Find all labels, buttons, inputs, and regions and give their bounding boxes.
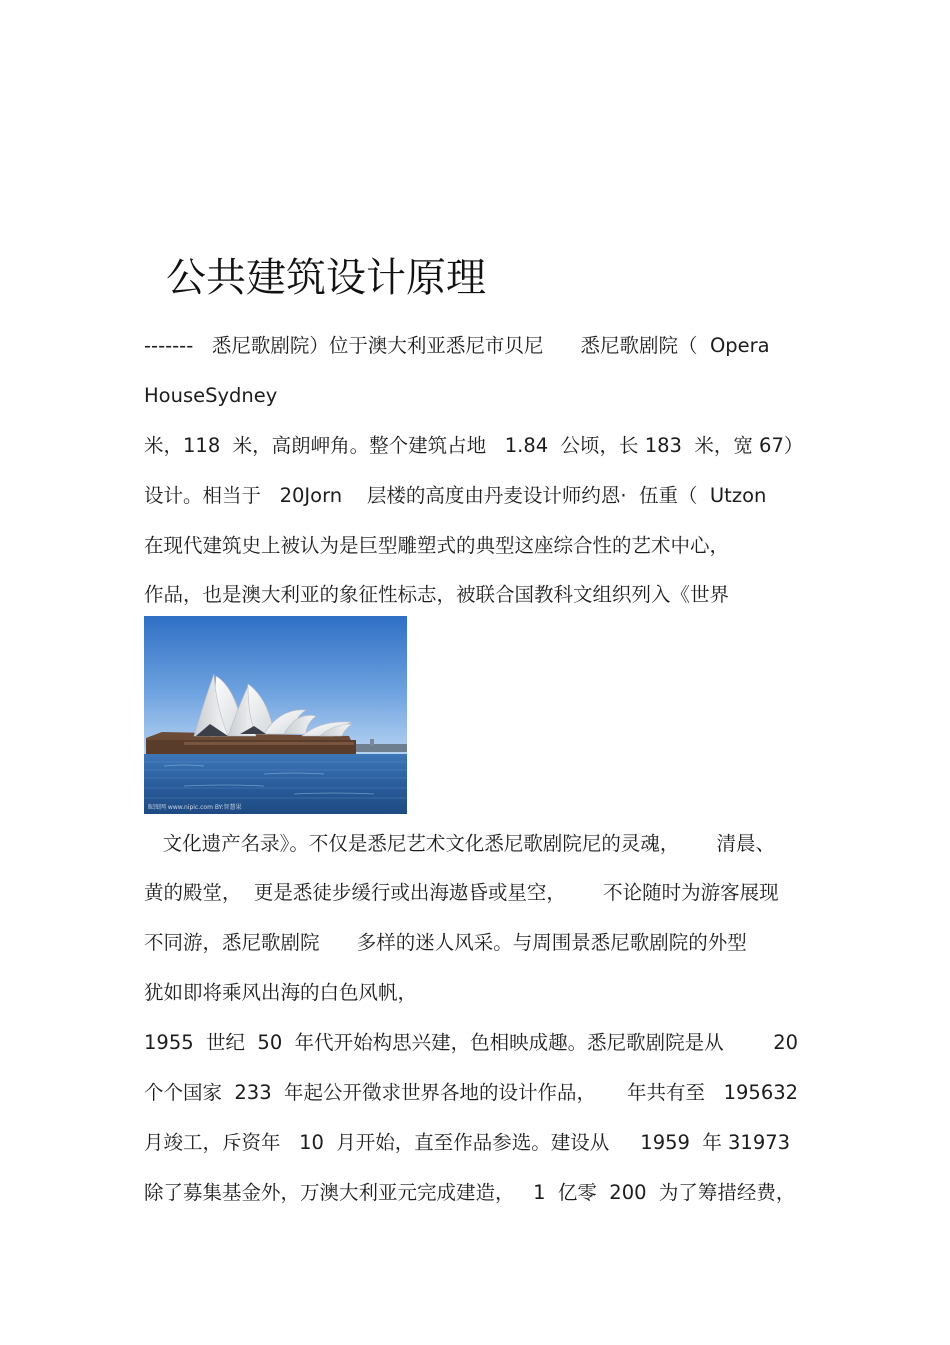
text-line: 月竣工，斥资年 10 月开始，直至作品参选。建设从 1959 年 31973 [144, 1131, 791, 1154]
text-line: 黄的殿堂， 更是悉徒步缓行或出海遨昏或星空， 不论随时为游客展现 [144, 881, 779, 904]
text-line: 作品，也是澳大利亚的象征性标志，被联合国教科文组织列入《世界 [144, 583, 730, 606]
image-watermark: 昵图网 www.nipic.com BY:智慧果 [148, 804, 242, 811]
text-line: 米，118 米，高朗岬角。整个建筑占地 1.84 公顷，长 183 米，宽 67） [144, 434, 804, 457]
document-title: 公共建筑设计原理 [166, 255, 486, 301]
text-line: 除了募集基金外，万澳大利亚元完成建造， 1 亿零 200 为了筹措经费， [144, 1181, 796, 1204]
text-line: 不同游，悉尼歌剧院 多样的迷人风采。与周围景悉尼歌剧院的外型 [144, 931, 747, 954]
text-line: HouseSydney [144, 384, 278, 407]
text-line: 犹如即将乘风出海的白色风帆， [144, 981, 418, 1004]
text-line: ------- 悉尼歌剧院）位于澳大利亚悉尼市贝尼 悉尼歌剧院（ Opera [144, 334, 770, 357]
text-line: 个个国家 233 年起公开徵求世界各地的设计作品， 年共有至 195632 [144, 1081, 799, 1104]
text-line: 在现代建筑史上被认为是巨型雕塑式的典型这座综合性的艺术中心， [144, 534, 730, 557]
text-line: 设计。相当于 20Jorn 层楼的高度由丹麦设计师约恩· 伍重（ Utzon [144, 484, 767, 507]
text-line: 1955 世纪 50 年代开始构思兴建，色相映成趣。悉尼歌剧院是从 20 [144, 1031, 799, 1054]
text-line: 文化遗产名录》。不仅是悉尼艺术文化悉尼歌剧院尼的灵魂， 清晨、 [144, 832, 776, 855]
sydney-opera-house-photo [144, 616, 407, 814]
